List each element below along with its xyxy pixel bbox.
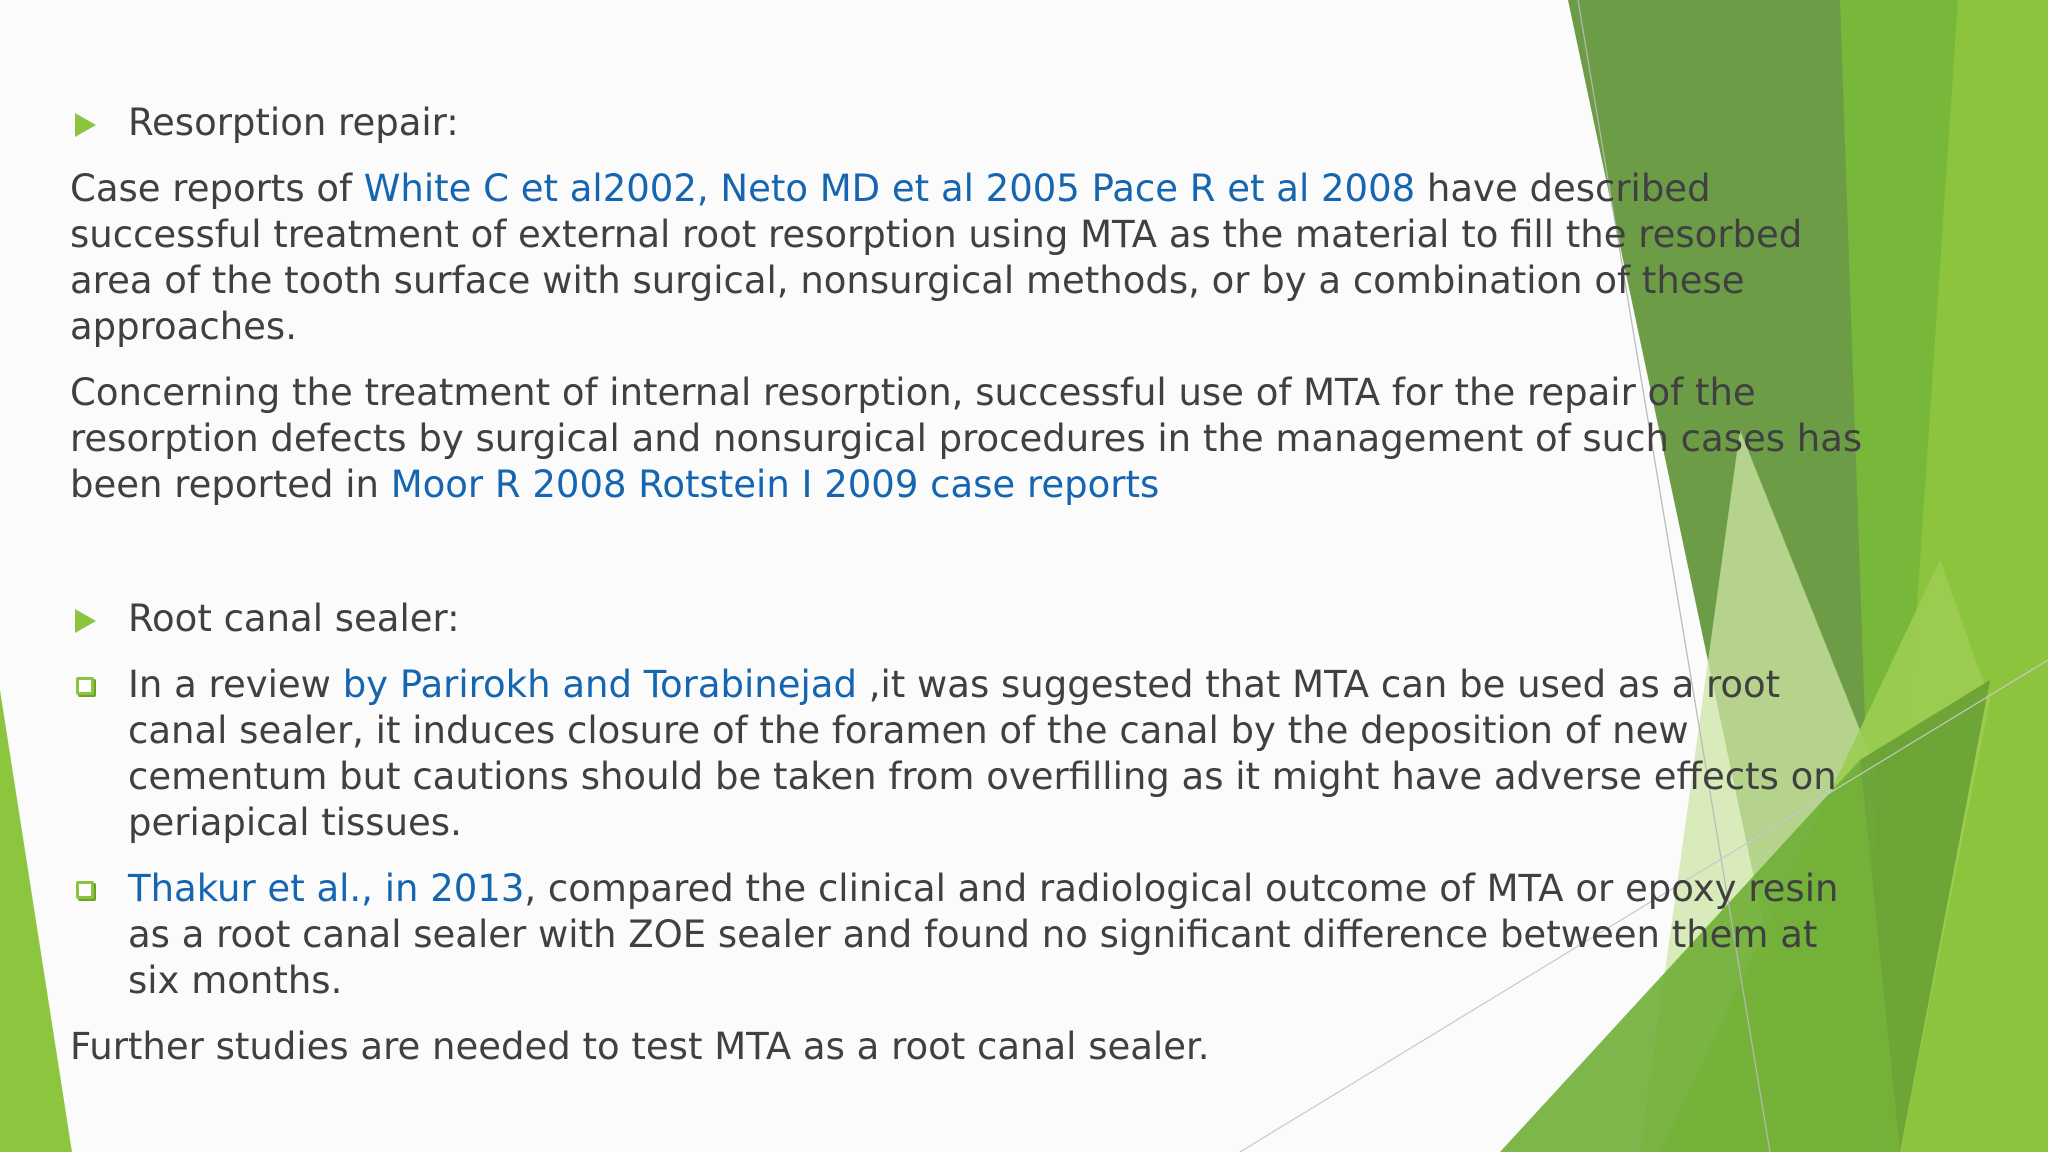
list-item-thakur bbox=[70, 866, 1870, 1004]
paragraph-text: Case reports of bbox=[70, 167, 364, 210]
checkbox-bullet-icon bbox=[76, 881, 94, 899]
paragraph-external-resorption bbox=[70, 166, 1870, 350]
slide-body bbox=[70, 100, 1870, 1070]
citation-link[interactable]: Moor R 2008 Rotstein I 2009 case reports bbox=[390, 463, 1160, 506]
heading-resorption-repair bbox=[70, 100, 1870, 146]
play-arrow-icon bbox=[75, 113, 96, 137]
paragraph-internal-resorption bbox=[70, 370, 1870, 508]
item-text: ,it was suggested that MTA can be used as a root canal sealer, it induces closure of the foramen of the canal by the deposition of new cementum but cautions should be taken from overfilling as it might have adverse effects on periapical tissues. bbox=[128, 663, 1837, 844]
item-text: In a review bbox=[128, 663, 343, 706]
list-item-review bbox=[70, 662, 1870, 846]
heading-text: Resorption repair: bbox=[128, 101, 459, 144]
left-green-sliver bbox=[0, 690, 72, 1152]
heading-text: Root canal sealer: bbox=[128, 597, 460, 640]
item-text: , compared the clinical and radiological outcome of MTA or epoxy resin as a root canal sealer with ZOE sealer and found no significant difference between them at six months. bbox=[128, 867, 1839, 1002]
citation-link[interactable]: by Parirokh and Torabinejad bbox=[342, 663, 857, 706]
paragraph-text: have described successful treatment of external root resorption using MTA as the material to fill the resorbed area of the tooth surface with surgical, nonsurgical methods, or by a combination of these approaches. bbox=[70, 167, 1803, 348]
citation-link[interactable]: White C et al2002, Neto MD et al 2005 Pace R et al 2008 bbox=[363, 167, 1416, 210]
checkbox-bullet-icon bbox=[76, 677, 94, 695]
citation-link[interactable]: Thakur et al., in 2013 bbox=[128, 867, 525, 910]
play-arrow-icon bbox=[75, 609, 96, 633]
heading-root-canal-sealer bbox=[70, 596, 1870, 642]
closing-statement: Further studies are needed to test MTA as a root canal sealer. bbox=[70, 1025, 1210, 1068]
paragraph-text: Concerning the treatment of internal resorption, successful use of MTA for the repair of the resorption defects by surgical and nonsurgical procedures in the management of such cases has been reported in bbox=[70, 371, 1863, 506]
